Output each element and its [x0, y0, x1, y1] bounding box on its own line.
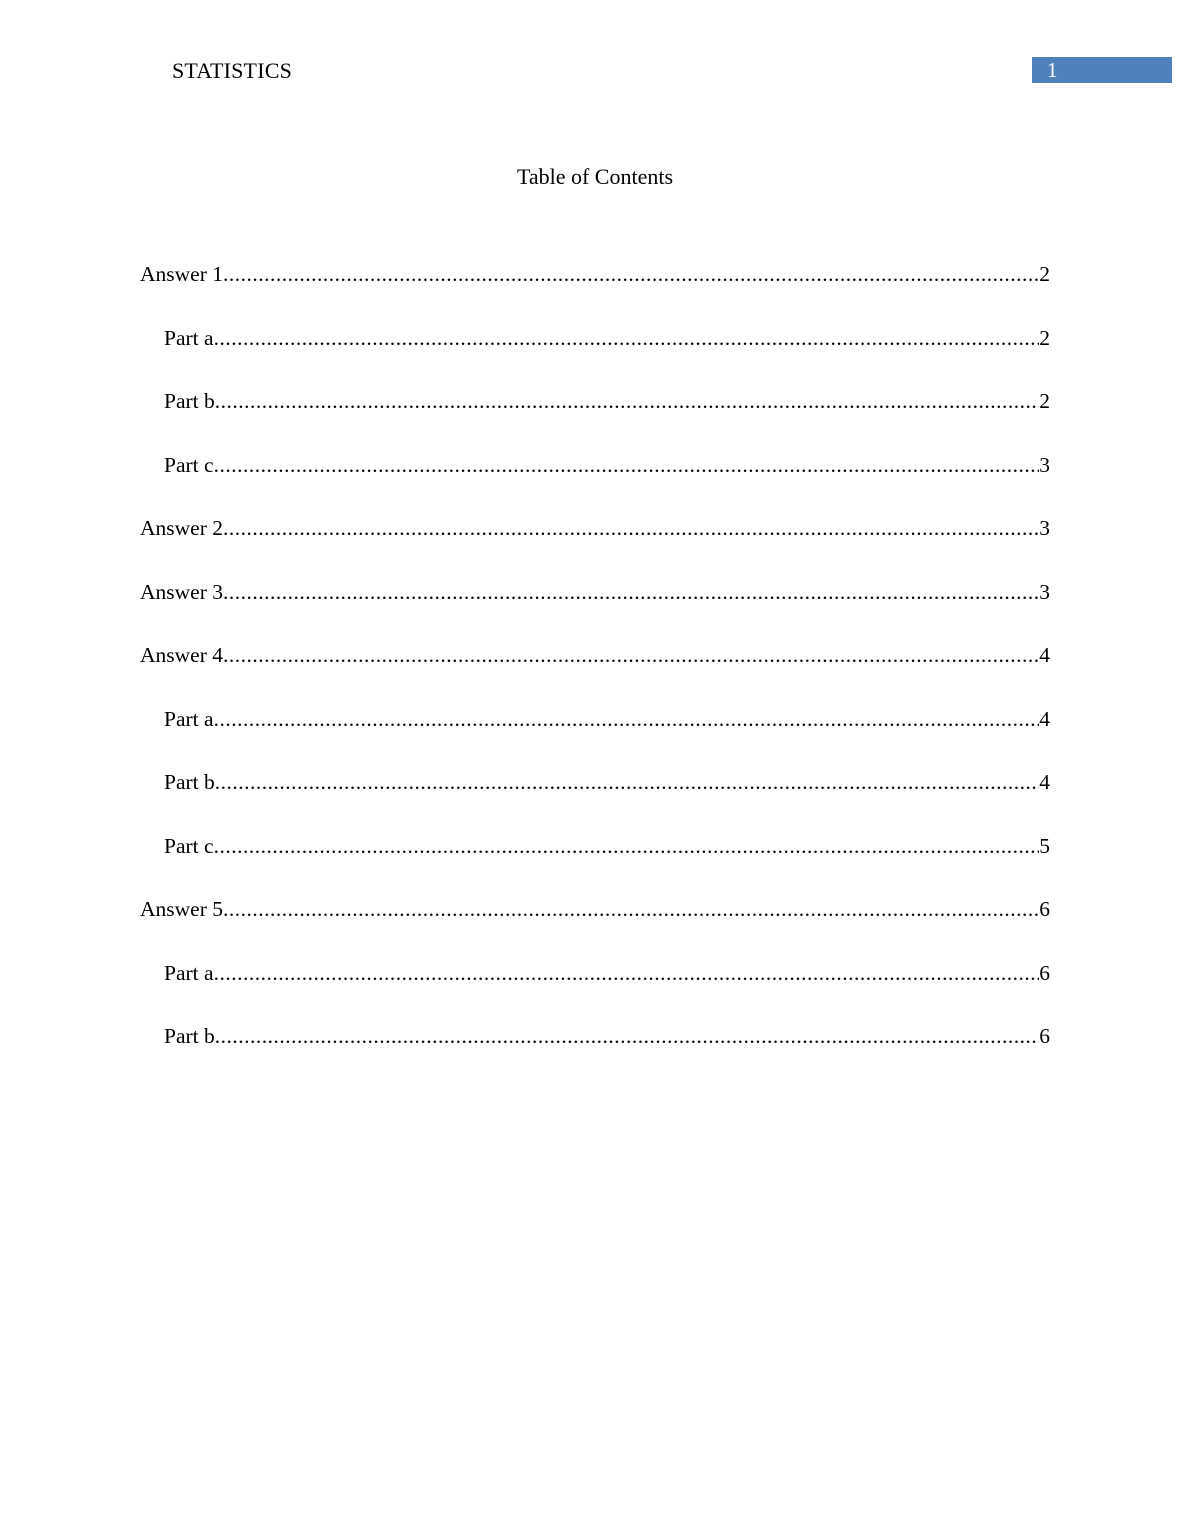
toc-entry-page: 4: [1039, 706, 1050, 731]
toc-entry-label: Part c: [164, 452, 214, 477]
toc-entry-page: 2: [1039, 389, 1050, 413]
toc-dot-leader: [223, 578, 1039, 606]
toc-entry-page: 6: [1039, 1024, 1050, 1048]
toc-entry-label: Answer 2: [140, 516, 223, 540]
page-number-box: [1032, 57, 1172, 83]
toc-entry-answer-4[interactable]: [140, 641, 1050, 705]
toc-entry-answer-5-part-b[interactable]: [140, 1022, 1050, 1086]
toc-dot-leader: [214, 705, 1040, 733]
toc-entry-answer-5-part-a[interactable]: [140, 959, 1050, 1023]
toc-entry-label: Part b: [164, 770, 215, 794]
toc-entry-label: Answer 1: [140, 262, 223, 286]
toc-dot-leader: [214, 324, 1040, 352]
toc-entry-label: Part b: [164, 1024, 215, 1048]
toc-entry-label: Part c: [164, 833, 214, 858]
toc-entry-page: 6: [1039, 960, 1050, 985]
toc-dot-leader: [223, 514, 1039, 542]
table-of-contents: [140, 260, 1050, 1086]
toc-entry-label: Part a: [164, 706, 214, 731]
toc-entry-page: 2: [1039, 262, 1050, 286]
toc-entry-answer-1-part-c[interactable]: [140, 451, 1050, 515]
toc-entry-page: 4: [1039, 770, 1050, 794]
toc-dot-leader: [215, 1022, 1039, 1050]
toc-entry-answer-4-part-c[interactable]: [140, 832, 1050, 896]
toc-heading: Table of Contents: [516, 164, 674, 189]
toc-entry-label: Part a: [164, 960, 214, 985]
toc-dot-leader: [215, 387, 1039, 415]
toc-entry-answer-1-part-b[interactable]: [140, 387, 1050, 451]
toc-dot-leader: [214, 959, 1040, 987]
toc-entry-page: 3: [1039, 579, 1050, 604]
toc-entry-answer-4-part-b[interactable]: [140, 768, 1050, 832]
toc-entry-page: 4: [1039, 643, 1050, 667]
toc-entry-page: 5: [1039, 833, 1050, 858]
toc-entry-label: Answer 3: [140, 579, 223, 604]
toc-dot-leader: [223, 260, 1039, 288]
toc-entry-answer-3[interactable]: [140, 578, 1050, 642]
toc-dot-leader: [223, 895, 1039, 923]
toc-entry-answer-1[interactable]: [140, 260, 1050, 324]
toc-dot-leader: [214, 451, 1040, 479]
toc-dot-leader: [223, 641, 1039, 669]
toc-entry-label: Part a: [164, 325, 214, 350]
toc-entry-label: Answer 4: [140, 643, 223, 667]
toc-entry-label: Part b: [164, 389, 215, 413]
toc-entry-page: 6: [1039, 897, 1050, 921]
running-header-title: STATISTICS: [172, 58, 293, 83]
toc-dot-leader: [215, 768, 1039, 796]
toc-dot-leader: [214, 832, 1040, 860]
toc-entry-page: 3: [1039, 452, 1050, 477]
toc-entry-page: 2: [1039, 325, 1050, 350]
toc-entry-label: Answer 5: [140, 897, 223, 921]
toc-entry-page: 3: [1039, 516, 1050, 540]
toc-entry-answer-1-part-a[interactable]: [140, 324, 1050, 388]
page-number: 1: [1047, 58, 1058, 82]
toc-entry-answer-2[interactable]: [140, 514, 1050, 578]
toc-entry-answer-4-part-a[interactable]: [140, 705, 1050, 769]
toc-entry-answer-5[interactable]: [140, 895, 1050, 959]
